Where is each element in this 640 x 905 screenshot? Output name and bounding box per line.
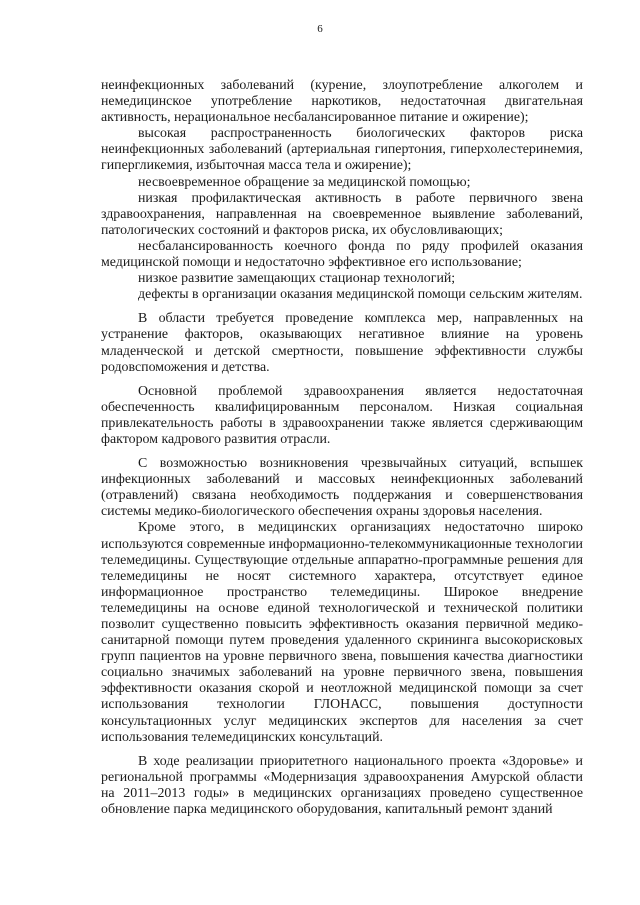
paragraph-10: С возможностью возникновения чрезвычайных ситуаций, вспышек инфекционных заболеваний и массовых неинфекционных заболеваний (отравлений) связана необходимость поддержания и совершенствования системы медико-биологического обеспечения охраны здоровья населения. <box>101 456 583 520</box>
paragraph-7: дефекты в организации оказания медицинской помощи сельским жителям. <box>138 287 583 303</box>
paragraph-1: неинфекционных заболеваний (курение, злоупотребление алкоголем и немедицинское употребление наркотиков, недостаточная двигательная активность, нерациональное несбалансированное питание и ожирение); <box>101 78 583 126</box>
paragraph-6: низкое развитие замещающих стационар технологий; <box>138 271 456 287</box>
paragraph-4: низкая профилактическая активность в работе первичного звена здравоохранения, направленная на своевременное выявление заболеваний, патологических состояний и факторов риска, их обусловливающих; <box>101 190 583 238</box>
paragraph-3: несвоевременное обращение за медицинской помощью; <box>138 174 471 190</box>
paragraph-2: высокая распространенность биологических факторов риска неинфекционных заболеваний (артериальная гипертония, гиперхолестеринемия, гипергликемия, избыточная масса тела и ожирение); <box>101 126 583 174</box>
paragraph-12: В ходе реализации приоритетного национального проекта «Здоровье» и региональной программы «Модернизация здравоохранения Амурской области на 2011–2013 годы» в медицинских организациях проведено существенное обновление парка медицинского оборудования, капитальный ремонт зданий <box>101 753 583 818</box>
paragraph-5: несбалансированность коечного фонда по ряду профилей оказания медицинской помощи и недостаточно эффективное его использование; <box>101 238 583 271</box>
paragraph-8: В области требуется проведение комплекса мер, направленных на устранение факторов, оказывающих негативное влияние на уровень младенческой и детской смертности, повышение эффективности службы родовспоможения и детства. <box>101 311 583 375</box>
paragraph-9: Основной проблемой здравоохранения является недостаточная обеспеченность квалифицированным персоналом. Низкая социальная привлекательность работы в здравоохранении также является сдерживающим фактором кадрового развития отрасли. <box>101 383 583 447</box>
document-body <box>101 78 583 818</box>
page-number: 6 <box>317 23 323 35</box>
paragraph-11: Кроме этого, в медицинских организациях недостаточно широко используются современные информационно-телекоммуникационные технологии телемедицины. Существующие отдельные аппаратно-программные решения для телемедицины не носят системного характера, отсутствует единое информационное пространство телемедицины. Широкое внедрение телемедицины на основе единой технологической и технической политики позволит существенно повысить эффективность оказания первичной медико-санитарной помощи путем проведения удаленного скрининга высокорисковых групп пациентов на уровне первичного звена, повышения качества диагностики социально значимых заболеваний на уровне первичного звена, повышения эффективности оказания скорой и неотложной медицинской помощи за счет использования технологии ГЛОНАСС, повышения доступности консультационных услуг медицинских экспертов для населения за счет использования телемедицинских консультаций. <box>101 520 583 745</box>
